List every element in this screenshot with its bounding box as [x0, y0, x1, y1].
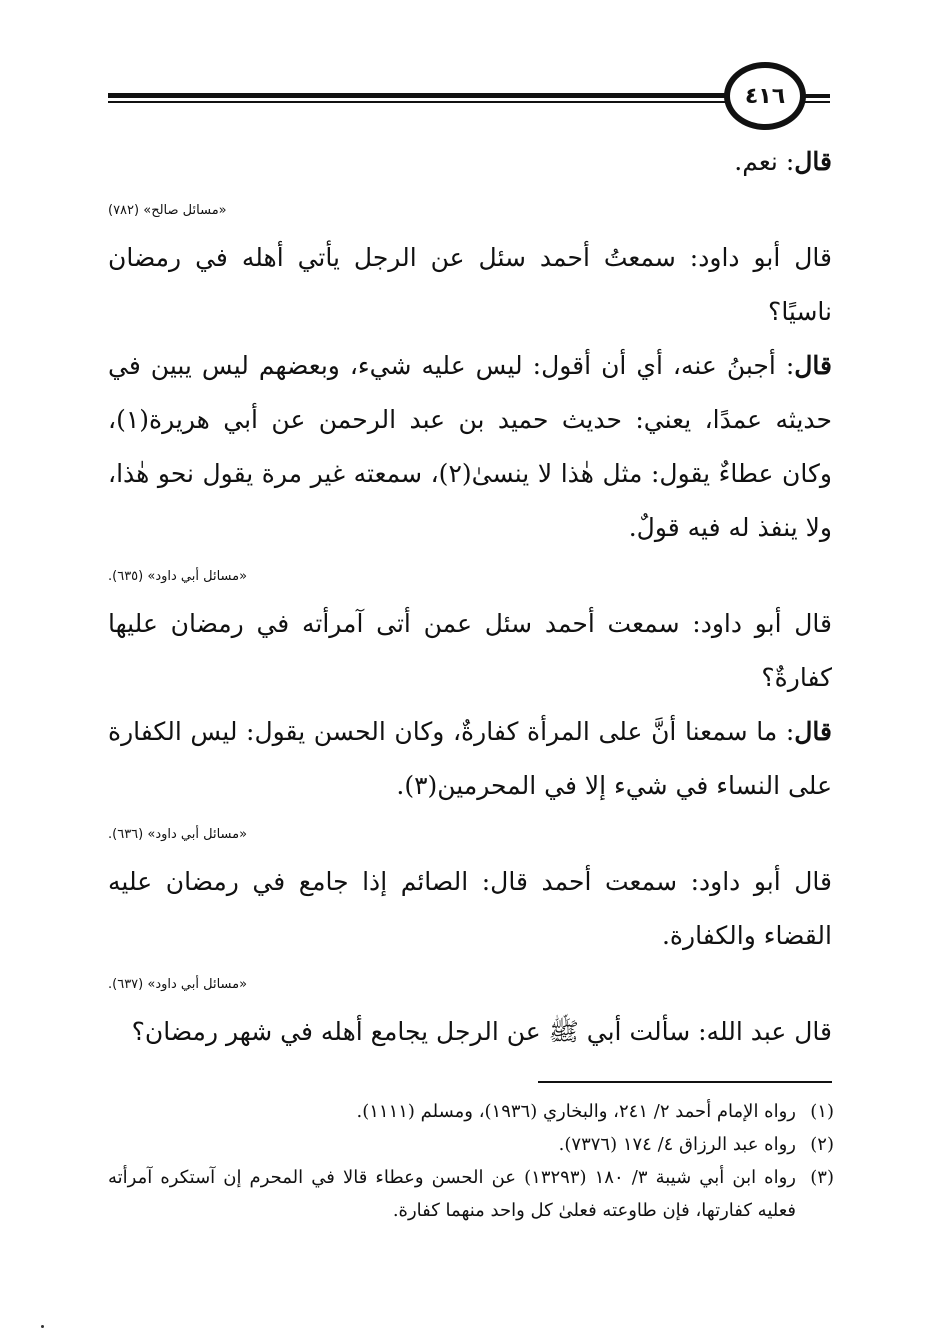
page-number-badge	[724, 62, 806, 130]
footnote-number: (٢)	[810, 1134, 834, 1155]
footnote-text: رواه عبد الرزاق ٤/ ١٧٤ (٧٣٧٦).	[558, 1134, 796, 1155]
footnote-number: (٣)	[810, 1167, 834, 1188]
speaker-label: قال	[794, 351, 832, 380]
source-citation: «مسائل صالح» (٧٨٢)	[108, 203, 227, 218]
source-citation: «مسائل أبي داود» (٦٣٧).	[108, 977, 248, 992]
footnote	[108, 1128, 834, 1161]
paragraph	[108, 597, 832, 705]
footnote-separator	[538, 1081, 832, 1083]
page-number: ٤١٦	[744, 83, 786, 109]
paragraph-text: : أجبنُ عنه، أي أن أقول: ليس عليه شيء، وبعضهم ليس يبين في حديثه عمدًا، يعني: حديث حميد بن عبد الرحمن عن أبي هريرة(١)، وكان عطاءٌ يقول: مثل هٰذا لا ينسىٰ(٢)، سمعته غير مرة يقول نحو هٰذا، ولا ينفذ له فيه قولٌ.	[108, 351, 832, 542]
paragraph	[108, 339, 832, 555]
paragraph-text: قال أبو داود: سمعت أحمد قال: الصائم إذا جامع في رمضان عليه القضاء والكفارة.	[108, 867, 832, 950]
main-text	[108, 135, 832, 1055]
footnote-text: رواه الإمام أحمد ٢/ ٢٤١، والبخاري (١٩٣٦)، ومسلم (١١١١).	[356, 1101, 796, 1122]
paragraph-text: قال عبد الله: سألت أبي ﷺ عن الرجل يجامع أهله في شهر رمضان؟	[131, 1017, 832, 1046]
header-rule-thin	[108, 101, 738, 103]
paragraph-text: : نعم.	[734, 147, 795, 176]
paragraph	[108, 135, 832, 189]
paragraph-text: قال أبو داود: سمعتُ أحمد سئل عن الرجل يأتي أهله في رمضان ناسيًا؟	[108, 243, 832, 326]
footnotes	[108, 1095, 834, 1255]
paragraph	[108, 231, 832, 339]
source-citation: «مسائل أبي داود» (٦٣٦).	[108, 827, 248, 842]
speaker-label: قال	[794, 147, 832, 176]
header-rule	[108, 93, 738, 98]
paragraph	[108, 855, 832, 963]
scan-speck	[41, 1325, 44, 1328]
paragraph	[108, 1005, 832, 1055]
footnote-text: رواه ابن أبي شيبة ٣/ ١٨٠ (١٣٢٩٣) عن الحسن وعطاء قالا في المحرم إن آستكره آمرأته فعليه كفارتها، فإن طاوعته فعلىٰ كل واحد منهما كفارة.	[108, 1167, 797, 1221]
source-citation: «مسائل أبي داود» (٦٣٥).	[108, 569, 248, 584]
paragraph-text: : ما سمعنا أنَّ على المرأة كفارةٌ، وكان الحسن يقول: ليس الكفارة على النساء في شيء إلا في المحرمين(٣).	[108, 717, 832, 800]
footnote	[108, 1161, 834, 1227]
paragraph-text: قال أبو داود: سمعت أحمد سئل عمن أتى آمرأته في رمضان عليها كفارةٌ؟	[108, 609, 832, 692]
footnote	[108, 1095, 834, 1128]
footnote-number: (١)	[810, 1101, 834, 1122]
paragraph	[108, 705, 832, 813]
speaker-label: قال	[794, 717, 832, 746]
